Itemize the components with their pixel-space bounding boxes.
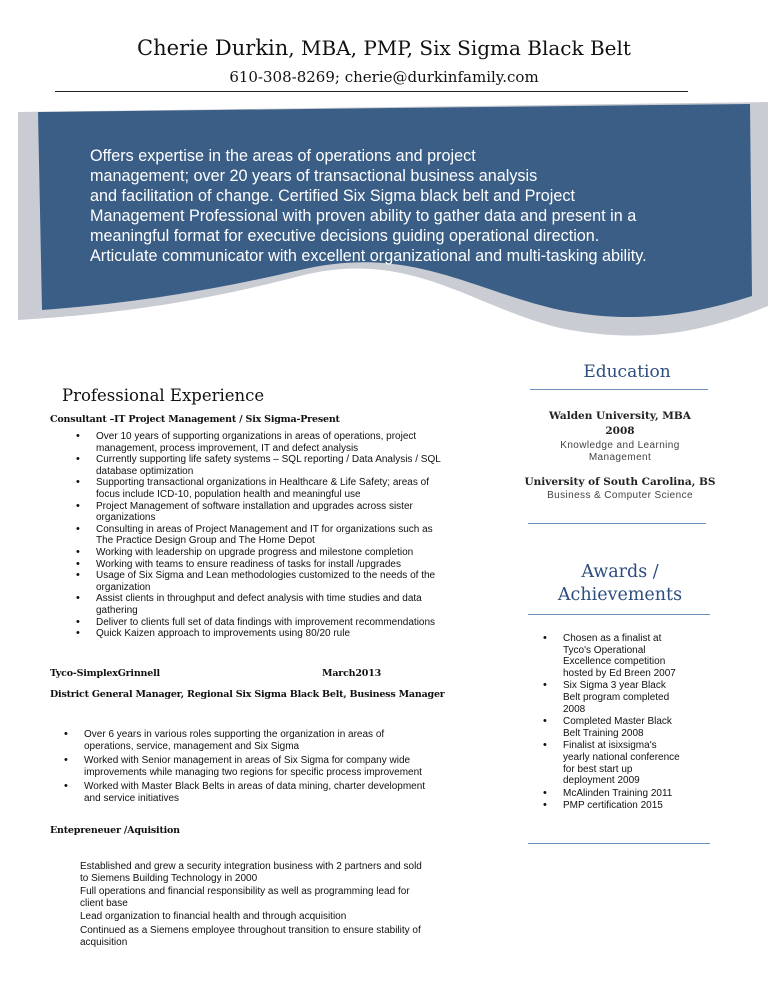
list-item: • Consulting in areas of Project Management and IT for organizations such as The Practice Design Group and The Home Depot [96, 524, 506, 547]
job3-bullets [80, 861, 500, 953]
summary-line: Articulate communicator with excellent organizational and multi-tasking ability. [90, 247, 647, 265]
list-item: • Quick Kaizen approach to improvements using 80/20 rule [96, 628, 506, 640]
awards-list [563, 633, 733, 812]
school1-detail: Knowledge and Learning [560, 440, 680, 451]
list-item: • Over 6 years in various roles supporting the organization in areas of operations, service, management and Six Sigma [84, 729, 504, 752]
list-item: • Currently supporting life safety systems – SQL reporting / Data Analysis / SQL database optimization [96, 454, 506, 477]
list-item: • Assist clients in throughput and defect analysis with time studies and data gathering [96, 593, 506, 616]
list-item: • Project Management of software installation and upgrades across sister organizations [96, 501, 506, 524]
header-divider [55, 91, 688, 92]
list-item: • Worked with Master Black Belts in areas of data mining, charter development and service initiatives [84, 781, 504, 804]
job2-title: District General Manager, Regional Six Sigma Black Belt, Business Manager [50, 689, 445, 700]
summary-line: management; over 20 years of transactional business analysis [90, 167, 538, 185]
summary-line: and facilitation of change. Certified Six Sigma black belt and Project [90, 187, 575, 205]
list-item: • Finalist at isixsigma's yearly national conference for best start up deployment 2009 [563, 740, 733, 786]
list-item: • Usage of Six Sigma and Lean methodologies customized to the needs of the organization [96, 570, 506, 593]
summary-line: Offers expertise in the areas of operations and project [90, 147, 476, 165]
list-item: • Continued as a Siemens employee throughout transition to ensure stability of acquisition [80, 925, 500, 948]
job2-bullets [84, 729, 504, 805]
list-item: • Supporting transactional organizations in Healthcare & Life Safety; areas of focus include ICD-10, population health and meaningful use [96, 477, 506, 500]
list-item: • Established and grew a security integration business with 2 partners and sold to Siemens Building Technology in 2000 [80, 861, 500, 884]
education-heading: Education [583, 362, 671, 382]
list-item: • Completed Master Black Belt Training 2008 [563, 716, 733, 739]
list-item: • Working with teams to ensure readiness of tasks for install /upgrades [96, 559, 506, 571]
education-rule-top [530, 389, 708, 390]
awards-rule-top [528, 614, 710, 615]
school1-year: 2008 [605, 425, 635, 437]
school1-name: Walden University, MBA [549, 410, 691, 422]
list-item: • Chosen as a finalist at Tyco's Operational Excellence competition hosted by Ed Breen 2007 [563, 633, 733, 679]
job1-bullets [96, 431, 506, 640]
list-item: • PMP certification 2015 [563, 800, 733, 812]
awards-heading [520, 561, 720, 607]
list-item: • Working with leadership on upgrade progress and milestone completion [96, 547, 506, 559]
list-item: • Over 10 years of supporting organizations in areas of operations, project management, process improvement, IT and defect analysis [96, 431, 506, 454]
awards-heading-line2: Achievements [557, 585, 683, 605]
school2-name: University of South Carolina, BS [524, 476, 716, 488]
contact-info: 610-308-8269; cherie@durkinfamily.com [229, 68, 539, 86]
list-item: • McAlinden Training 2011 [563, 788, 733, 800]
summary-line: Management Professional with proven ability to gather data and present in a [90, 207, 637, 225]
job3-title: Entepreneuer /Aquisition [50, 825, 180, 836]
candidate-credentials: , MBA, PMP, Six Sigma Black Belt [288, 36, 631, 60]
list-item: • Full operations and financial responsibility as well as programming lead for client base [80, 886, 500, 909]
school1-detail-2: Management [588, 452, 652, 463]
awards-rule-bottom [528, 843, 710, 844]
experience-heading: Professional Experience [62, 386, 265, 405]
list-item: • Worked with Senior management in areas of Six Sigma for company wide improvements while managing two regions for specific process improvement [84, 755, 504, 778]
list-item: • Deliver to clients full set of data findings with improvement recommendations [96, 617, 506, 629]
summary-text [90, 146, 710, 266]
school2-detail: Business & Computer Science [547, 490, 693, 501]
education-rule-bottom [528, 523, 706, 524]
resume-name-line [0, 36, 768, 60]
job1-title: Consultant –IT Project Management / Six Sigma-Present [50, 414, 340, 425]
list-item: • Six Sigma 3 year Black Belt program completed 2008 [563, 680, 733, 715]
job2-company: Tyco-SimplexGrinnell [50, 668, 160, 679]
job2-date: March2013 [322, 668, 382, 679]
summary-line: meaningful format for executive decisions guiding operational direction. [90, 227, 600, 245]
list-item: • Lead organization to financial health and through acquisition [80, 911, 500, 923]
candidate-name: Cherie Durkin [137, 36, 289, 60]
awards-heading-line1: Awards / [581, 562, 659, 582]
